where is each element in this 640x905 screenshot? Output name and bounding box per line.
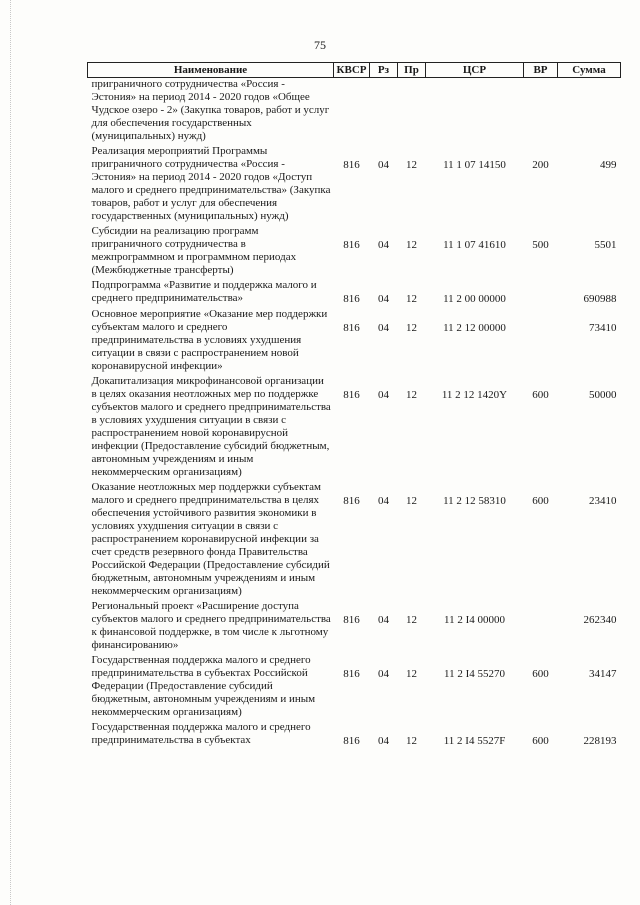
header-name: Наименование — [88, 63, 334, 78]
row-pr: 12 — [406, 293, 417, 305]
row-kvsr: 816 — [343, 322, 360, 334]
row-rz: 04 — [378, 159, 389, 171]
row-pr: 12 — [406, 322, 417, 334]
row-sum: 499 — [600, 159, 617, 171]
budget-table — [87, 62, 621, 750]
table-row — [88, 721, 621, 750]
row-name: Докапитализация микрофинансовой организации в целях оказания неотложных мер по поддержке субъектов малого и среднего предпринимательства в условиях ухудшения ситуации в связи с распространением новой коронавирусной инфекции (Предоставление субсидий бюджетным, автономным учреждениям и иным некоммерческим организациям) — [91, 375, 331, 478]
row-rz: 04 — [378, 735, 389, 747]
row-pr: 12 — [406, 239, 417, 251]
table-row — [88, 600, 621, 654]
row-vr: 600 — [532, 495, 549, 507]
row-pr: 12 — [406, 389, 417, 401]
row-csr — [426, 78, 524, 146]
row-pr: 12 — [406, 614, 417, 626]
row-name: приграничного сотрудничества «Россия - Эстония» на период 2014 - 2020 годов «Общее Чудское озеро - 2» (Закупка товаров, работ и услуг для обеспечения государственных (муниципальных) нужд) — [91, 78, 330, 142]
row-sum: 73410 — [589, 322, 617, 334]
row-name: Государственная поддержка малого и среднего предпринимательства в субъектах — [91, 721, 311, 746]
row-vr: 600 — [532, 389, 549, 401]
row-vr — [524, 600, 558, 654]
header-rz: Рз — [370, 63, 398, 78]
table-row — [88, 308, 621, 375]
row-sum: 228193 — [583, 735, 617, 747]
row-kvsr: 816 — [343, 293, 360, 305]
row-rz: 04 — [378, 495, 389, 507]
row-vr — [524, 279, 558, 308]
row-csr: 11 2 12 1420Y — [441, 389, 508, 401]
row-rz: 04 — [378, 389, 389, 401]
row-sum: 690988 — [583, 293, 617, 305]
row-pr: 12 — [406, 159, 417, 171]
row-name: Реализация мероприятий Программы приграничного сотрудничества «Россия - Эстония» на период 2014 - 2020 годов «Доступ малого и среднего предпринимательства» (Закупка товаров, работ и услуг для обеспечения государственных (муниципальных) нужд) — [91, 145, 331, 222]
row-pr: 12 — [406, 735, 417, 747]
row-sum — [558, 78, 621, 146]
row-rz: 04 — [378, 614, 389, 626]
row-rz: 04 — [378, 668, 389, 680]
row-csr: 11 2 00 00000 — [443, 293, 506, 305]
row-csr: 11 1 07 41610 — [443, 239, 506, 251]
header-sum: Сумма — [558, 63, 621, 78]
row-name: Региональный проект «Расширение доступа субъектов малого и среднего предпринимательства к финансовой поддержке, в том числе к льготному финансированию» — [91, 600, 331, 651]
table-row — [88, 145, 621, 225]
header-kvsr: КВСР — [334, 63, 370, 78]
table-row — [88, 481, 621, 600]
row-pr: 12 — [406, 668, 417, 680]
row-sum: 23410 — [589, 495, 617, 507]
row-csr: 11 2 12 58310 — [443, 495, 506, 507]
row-kvsr: 816 — [343, 614, 360, 626]
row-kvsr: 816 — [343, 239, 360, 251]
table-row — [88, 375, 621, 481]
row-vr: 600 — [532, 668, 549, 680]
row-rz — [370, 78, 398, 146]
row-name: Основное мероприятие «Оказание мер поддержки субъектам малого и среднего предпринимательства в условиях ухудшения ситуации в связи с распространением новой коронавирусной инфекции» — [91, 308, 328, 372]
row-vr — [524, 78, 558, 146]
table-row — [88, 225, 621, 279]
row-kvsr: 816 — [343, 668, 360, 680]
header-csr: ЦСР — [426, 63, 524, 78]
row-kvsr: 816 — [343, 735, 360, 747]
row-sum: 50000 — [589, 389, 617, 401]
row-rz: 04 — [378, 293, 389, 305]
table-row — [88, 279, 621, 308]
row-name: Оказание неотложных мер поддержки субъектам малого и среднего предпринимательства в целях обеспечения устойчивого развития экономики в условиях ухудшения ситуации в связи с распространением коронавирусной инфекции за счет средств резервного фонда Правительства Российской Федерации (Предоставление субсидий бюджетным, автономным учреждениям и иным некоммерческим организациям) — [91, 481, 330, 597]
row-vr — [524, 308, 558, 375]
row-csr: 11 2 I4 55270 — [443, 668, 505, 680]
row-kvsr — [334, 78, 370, 146]
header-pr: Пр — [398, 63, 426, 78]
row-pr — [398, 78, 426, 146]
row-vr: 600 — [532, 735, 549, 747]
row-name: Подпрограмма «Развитие и поддержка малого и среднего предпринимательства» — [91, 279, 317, 304]
row-csr: 11 2 12 00000 — [443, 322, 506, 334]
row-csr: 11 1 07 14150 — [443, 159, 506, 171]
table-header-row — [88, 63, 621, 78]
scan-margin-line — [10, 0, 11, 905]
row-csr: 11 2 I4 00000 — [443, 614, 505, 626]
row-rz: 04 — [378, 239, 389, 251]
page-number: 75 — [314, 38, 326, 52]
row-vr: 200 — [532, 159, 549, 171]
row-kvsr: 816 — [343, 159, 360, 171]
row-name: Субсидии на реализацию программ приграничного сотрудничества в межпрограммном и программном периодах (Межбюджетные трансферты) — [91, 225, 297, 276]
table-row — [88, 654, 621, 721]
row-kvsr: 816 — [343, 495, 360, 507]
row-sum: 262340 — [583, 614, 617, 626]
header-vr: ВР — [524, 63, 558, 78]
row-sum: 5501 — [594, 239, 617, 251]
row-vr: 500 — [532, 239, 549, 251]
row-csr: 11 2 I4 5527F — [443, 735, 506, 747]
row-rz: 04 — [378, 322, 389, 334]
table-row — [88, 78, 621, 146]
row-pr: 12 — [406, 495, 417, 507]
row-name: Государственная поддержка малого и среднего предпринимательства в субъектах Российской Федерации (Предоставление субсидий бюджетным, автономным учреждениям и иным некоммерческим организациям) — [91, 654, 316, 718]
row-sum: 34147 — [589, 668, 617, 680]
row-kvsr: 816 — [343, 389, 360, 401]
